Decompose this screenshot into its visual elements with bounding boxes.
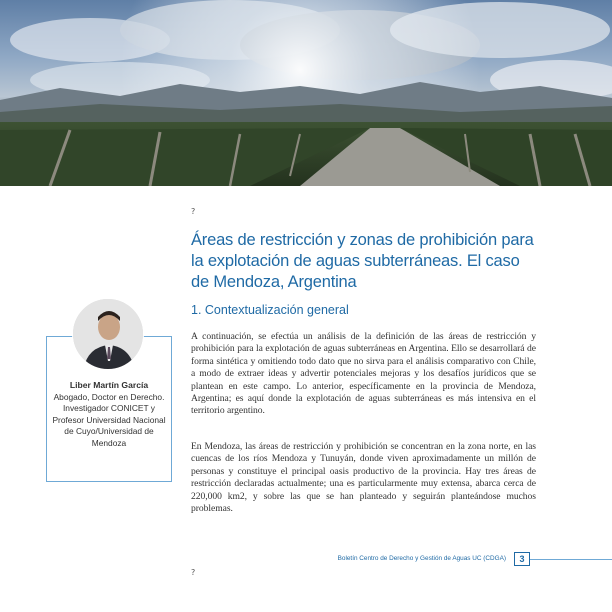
footer-publication: Boletín Centro de Derecho y Gestión de Aguas UC (CDGA) xyxy=(337,555,506,562)
body-paragraph-2: En Mendoza, las áreas de restricción y prohibición se concentran en la zona norte, en las cuencas de los ríos Mendoza y Tunuyán, donde viven aproximadamente un millón de personas y constituye el principal oasis productivo de la provincia. Hay tres áreas de restricción declaradas actualmente; una es particularmente muy extensa, abarca cerca de 220,000 km2, y sobre las que se han planteado y seguirán planteándose muchos problemas. xyxy=(191,441,536,515)
author-description: Abogado, Doctor en Derecho. Investigador CONICET y Profesor Universidad Nacional de Cuyo/Universidad de Mendoza xyxy=(52,392,166,448)
layout-marker-bottom: ? xyxy=(191,568,196,577)
layout-marker-top: ? xyxy=(191,207,196,216)
body-paragraph-1: A continuación, se efectúa un análisis de la definición de las áreas de restricción y prohibición para la explotación de aguas subterráneas en Argentina. Ello se desarrollará de forma sintética y omitiendo todo dato que no sirva para el análisis comparativo con Chile, a modo de extraer ideas y advertir potenciales mejoras y los desafíos jurídicos que se plantean en este campo. Lo anterior, específicamente en la provincia de Mendoza, Argentina; es aquí donde la explotación de aguas subterráneas es más intensiva en el territorio argentino. xyxy=(191,331,536,417)
section-heading: 1. Contextualización general xyxy=(191,303,349,317)
footer-rule xyxy=(530,559,612,560)
author-portrait-icon xyxy=(73,299,144,370)
vineyard-landscape-illustration xyxy=(0,0,612,186)
hero-photo xyxy=(0,0,612,186)
article-title: Áreas de restricción y zonas de prohibición para la explotación de aguas subterráneas. El caso de Mendoza, Argentina xyxy=(191,231,534,291)
author-name: Liber Martín García xyxy=(69,380,149,390)
page-number: 3 xyxy=(514,552,530,566)
author-avatar xyxy=(72,298,144,370)
